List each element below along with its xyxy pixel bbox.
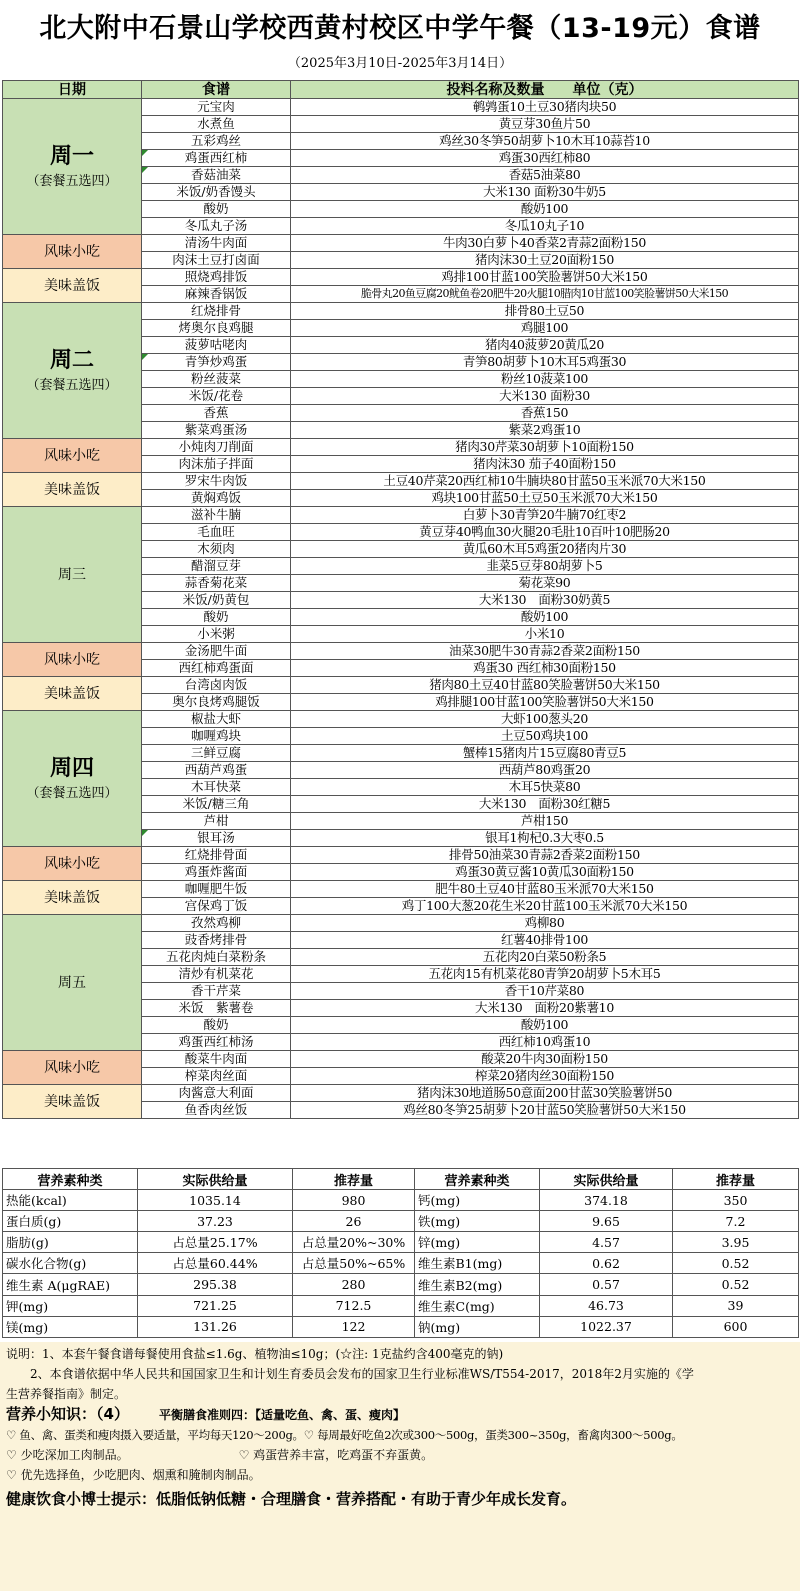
category-label: 风味小吃 <box>44 243 100 260</box>
ingredient-list: 鸡蛋30 西红柿30面粉150 <box>291 660 799 677</box>
ingredient-list: 大虾100葱头20 <box>291 711 799 728</box>
nutrient-name: 镁(mg) <box>3 1316 138 1337</box>
doctor-tip: 健康饮食小博士提示：低脂低钠低糖・合理膳食・营养搭配・有助于青少年成长发育。 <box>6 1490 577 1508</box>
dish-name: 滋补牛腩 <box>142 507 291 524</box>
rice-row <box>3 1085 799 1102</box>
rice-category-cell <box>3 881 142 915</box>
ingredient-list: 鸡丝30冬笋50胡萝卜10木耳10蒜苔10 <box>291 133 799 150</box>
dish-name: 西葫芦鸡蛋 <box>142 762 291 779</box>
ingredient-list: 猪肉80土豆40甘蓝80笑脸薯饼50大米150 <box>291 677 799 694</box>
nutrient-name: 蛋白质(g) <box>3 1211 138 1232</box>
snack-category-cell <box>3 235 142 269</box>
ingredient-list: 鸡蛋30黄豆酱10黄瓜30面粉150 <box>291 864 799 881</box>
nutrition-row <box>3 1316 799 1337</box>
dish-name: 金汤肥牛面 <box>142 643 291 660</box>
ingredient-list: 酸奶100 <box>291 201 799 218</box>
ingredient-list: 猪肉30芹菜30胡萝卜10面粉150 <box>291 439 799 456</box>
day-cell <box>3 711 142 847</box>
dish-name: 酸奶 <box>142 609 291 626</box>
ingredient-list: 肥牛80土豆40甘蓝80玉米派70大米150 <box>291 881 799 898</box>
nutrition-table <box>2 1168 799 1338</box>
ingredient-list: 鸡腿100 <box>291 320 799 337</box>
dish-name: 宫保鸡丁饭 <box>142 898 291 915</box>
actual-value: 0.62 <box>540 1253 673 1274</box>
dish-name: 青笋炒鸡蛋 <box>142 354 291 371</box>
dish-name: 木须肉 <box>142 541 291 558</box>
day-subtitle: （套餐五选四） <box>26 173 118 189</box>
recommended-value: 712.5 <box>293 1295 415 1316</box>
dish-name: 蒜香菊花菜 <box>142 575 291 592</box>
recommended-value: 26 <box>293 1211 415 1232</box>
ingredient-list: 大米130 面粉30 <box>291 388 799 405</box>
day-name: 周一 <box>49 143 94 169</box>
ingredient-list: 鸡块100甘蓝50土豆50玉米派70大米150 <box>291 490 799 507</box>
day-cell <box>3 99 142 235</box>
ingredient-list: 牛肉30白萝卜40香菜2青蒜2面粉150 <box>291 235 799 252</box>
actual-value: 295.38 <box>138 1274 293 1295</box>
actual-value: 占总量60.44% <box>138 1253 293 1274</box>
dish-name: 五彩鸡丝 <box>142 133 291 150</box>
dish-name: 冬瓜丸子汤 <box>142 218 291 235</box>
ingredient-list: 西葫芦80鸡蛋20 <box>291 762 799 779</box>
recommended-value: 39 <box>673 1295 799 1316</box>
ingredient-list: 蟹棒15猪肉片15豆腐80青豆5 <box>291 745 799 762</box>
note-line-2: 2、本食谱依据中华人民共和国国家卫生和计划生育委员会发布的国家卫生行业标准WS/T554-2017，2018年2月实施的《学 <box>6 1367 694 1381</box>
snack-row <box>3 235 799 252</box>
nutrition-row <box>3 1211 799 1232</box>
dish-name: 黄焖鸡饭 <box>142 490 291 507</box>
dish-name: 酸奶 <box>142 1017 291 1034</box>
actual-value: 1022.37 <box>540 1316 673 1337</box>
ingredient-list: 鹌鹑蛋10土豆30猪肉块50 <box>291 99 799 116</box>
dish-name: 水煮鱼 <box>142 116 291 133</box>
recommended-value: 280 <box>293 1274 415 1295</box>
dish-name: 米饭 紫薯卷 <box>142 1000 291 1017</box>
ingredient-list: 五花肉15有机菜花80青笋20胡萝卜5木耳5 <box>291 966 799 983</box>
snack-row <box>3 643 799 660</box>
nutrition-row <box>3 1274 799 1295</box>
day-name: 周五 <box>58 974 86 991</box>
category-label: 风味小吃 <box>44 447 100 464</box>
nutrition-row <box>3 1232 799 1253</box>
ingredient-list: 油菜30肥牛30青蒜2香菜2面粉150 <box>291 643 799 660</box>
actual-value: 1035.14 <box>138 1190 293 1211</box>
dish-name: 烤奥尔良鸡腿 <box>142 320 291 337</box>
nutrient-name: 钠(mg) <box>415 1316 540 1337</box>
menu-body <box>3 99 799 1119</box>
ingredient-list: 榨菜20猪肉丝30面粉150 <box>291 1068 799 1085</box>
dish-name: 香蕉 <box>142 405 291 422</box>
actual-value: 374.18 <box>540 1190 673 1211</box>
snack-category-cell <box>3 439 142 473</box>
actual-value: 721.25 <box>138 1295 293 1316</box>
dish-name: 银耳汤 <box>142 830 291 847</box>
day-name: 周三 <box>58 566 86 583</box>
ingredient-list: 猪肉40菠萝20黄瓜20 <box>291 337 799 354</box>
category-label: 美味盖饭 <box>44 1093 100 1110</box>
ingredient-list: 排骨80土豆50 <box>291 303 799 320</box>
ingredient-list: 鸡排100甘蓝100笑脸薯饼50大米150 <box>291 269 799 286</box>
snack-row <box>3 439 799 456</box>
ingredient-list: 小米10 <box>291 626 799 643</box>
menu-header-row <box>3 81 799 99</box>
menu-table <box>2 80 799 1119</box>
dish-name: 芦柑 <box>142 813 291 830</box>
nutrition-header: 营养素种类 <box>415 1169 540 1190</box>
category-label: 美味盖饭 <box>44 685 100 702</box>
ingredient-list: 香干10芹菜80 <box>291 983 799 1000</box>
dish-name: 五花肉炖白菜粉条 <box>142 949 291 966</box>
nutrition-row <box>3 1253 799 1274</box>
dish-name: 米饭/奶香馒头 <box>142 184 291 201</box>
tip-title: 营养小知识：（4） <box>6 1405 129 1423</box>
ingredient-list: 粉丝10菠菜100 <box>291 371 799 388</box>
rice-category-cell <box>3 473 142 507</box>
ingredient-list: 酸菜20牛肉30面粉150 <box>291 1051 799 1068</box>
ingredient-list: 青笋80胡萝卜10木耳5鸡蛋30 <box>291 354 799 371</box>
tip-line-2 <box>6 1445 794 1465</box>
dish-name: 台湾卤肉饭 <box>142 677 291 694</box>
dish-name: 孜然鸡柳 <box>142 915 291 932</box>
day-cell <box>3 507 142 643</box>
ingredient-list: 冬瓜10丸子10 <box>291 218 799 235</box>
ingredient-list: 香菇5油菜80 <box>291 167 799 184</box>
ingredient-list: 韭菜5豆芽80胡萝卜5 <box>291 558 799 575</box>
ingredient-list: 大米130 面粉30红糖5 <box>291 796 799 813</box>
actual-value: 4.57 <box>540 1232 673 1253</box>
nutrient-name: 钾(mg) <box>3 1295 138 1316</box>
menu-row <box>3 711 799 728</box>
ingredient-list: 黄豆芽40鸭血30火腿20毛肚10百叶10肥肠20 <box>291 524 799 541</box>
header-date: 日期 <box>3 81 142 99</box>
dish-name: 米饭/花卷 <box>142 388 291 405</box>
dish-name: 毛血旺 <box>142 524 291 541</box>
nutrition-header: 推荐量 <box>293 1169 415 1190</box>
dish-name: 香干芹菜 <box>142 983 291 1000</box>
dish-name: 红烧排骨 <box>142 303 291 320</box>
dish-name: 椒盐大虾 <box>142 711 291 728</box>
ingredient-list: 银耳1枸杞0.3大枣0.5 <box>291 830 799 847</box>
nutrient-name: 维生素C(mg) <box>415 1295 540 1316</box>
nutrient-name: 热能(kcal) <box>3 1190 138 1211</box>
nutrition-row <box>3 1190 799 1211</box>
day-name: 周二 <box>49 347 94 373</box>
nutrient-name: 铁(mg) <box>415 1211 540 1232</box>
ingredient-list: 五花肉20白菜50粉条5 <box>291 949 799 966</box>
dish-name: 西红柿鸡蛋面 <box>142 660 291 677</box>
dish-name: 菠萝咕咾肉 <box>142 337 291 354</box>
ingredient-list: 香蕉150 <box>291 405 799 422</box>
dish-name: 米饭/奶黄包 <box>142 592 291 609</box>
actual-value: 0.57 <box>540 1274 673 1295</box>
ingredient-list: 西红柿10鸡蛋10 <box>291 1034 799 1051</box>
recommended-value: 350 <box>673 1190 799 1211</box>
nutrition-header: 推荐量 <box>673 1169 799 1190</box>
dish-name: 醋溜豆芽 <box>142 558 291 575</box>
nutrition-body <box>3 1190 799 1338</box>
dish-name: 鸡蛋西红柿 <box>142 150 291 167</box>
ingredient-list: 排骨50油菜30青蒜2香菜2面粉150 <box>291 847 799 864</box>
ingredient-list: 黄瓜60木耳5鸡蛋20猪肉片30 <box>291 541 799 558</box>
dish-name: 紫菜鸡蛋汤 <box>142 422 291 439</box>
ingredient-list: 木耳5快菜80 <box>291 779 799 796</box>
ingredient-list: 芦柑150 <box>291 813 799 830</box>
recommended-value: 122 <box>293 1316 415 1337</box>
dish-name: 肉酱意大利面 <box>142 1085 291 1102</box>
dish-name: 元宝肉 <box>142 99 291 116</box>
dish-name: 木耳快菜 <box>142 779 291 796</box>
ingredient-list: 红薯40排骨100 <box>291 932 799 949</box>
rice-row <box>3 473 799 490</box>
category-label: 美味盖饭 <box>44 481 100 498</box>
dish-name: 粉丝菠菜 <box>142 371 291 388</box>
rice-category-cell <box>3 269 142 303</box>
nutrient-name: 维生素 A(μgRAE) <box>3 1274 138 1295</box>
dish-name: 咖喱鸡块 <box>142 728 291 745</box>
ingredient-list: 鸡丝80冬笋25胡萝卜20甘蓝50笑脸薯饼50大米150 <box>291 1102 799 1119</box>
day-subtitle: （套餐五选四） <box>26 785 118 801</box>
recommended-value: 0.52 <box>673 1253 799 1274</box>
dish-name: 香菇油菜 <box>142 167 291 184</box>
recommended-value: 7.2 <box>673 1211 799 1232</box>
ingredient-list: 白萝卜30青笋20牛腩70红枣2 <box>291 507 799 524</box>
actual-value: 9.65 <box>540 1211 673 1232</box>
dish-name: 榨菜肉丝面 <box>142 1068 291 1085</box>
rice-row <box>3 269 799 286</box>
dish-name: 鸡蛋西红柿汤 <box>142 1034 291 1051</box>
ingredient-list: 酸奶100 <box>291 609 799 626</box>
tip-line-1: ♡ 鱼、禽、蛋类和瘦肉摄入要适量，平均每天120～200g。♡ 每周最好吃鱼2次或300～500g，蛋类300~350g，畜禽肉300～500g。 <box>6 1428 683 1442</box>
snack-row <box>3 847 799 864</box>
ingredient-list: 鸡丁100大葱20花生米20甘蓝100玉米派70大米150 <box>291 898 799 915</box>
actual-value: 占总量25.17% <box>138 1232 293 1253</box>
nutrition-header: 营养素种类 <box>3 1169 138 1190</box>
category-label: 美味盖饭 <box>44 889 100 906</box>
menu-row <box>3 915 799 932</box>
snack-row <box>3 1051 799 1068</box>
nutrition-row <box>3 1295 799 1316</box>
dish-name: 咖喱肥牛饭 <box>142 881 291 898</box>
tip-subtitle: 平衡膳食准则四：【适量吃鱼、禽、蛋、瘦肉】 <box>158 1408 405 1422</box>
ingredient-list: 大米130 面粉30奶黄5 <box>291 592 799 609</box>
nutrition-header: 实际供给量 <box>540 1169 673 1190</box>
dish-name: 米饭/糖三角 <box>142 796 291 813</box>
day-cell <box>3 303 142 439</box>
actual-value: 46.73 <box>540 1295 673 1316</box>
nutrition-header: 实际供给量 <box>138 1169 293 1190</box>
page-title: 北大附中石景山学校西黄村校区中学午餐（13-19元）食谱 <box>39 13 761 44</box>
ingredient-list: 紫菜2鸡蛋10 <box>291 422 799 439</box>
dish-name: 麻辣香锅饭 <box>142 286 291 303</box>
dish-name: 小炖肉刀削面 <box>142 439 291 456</box>
category-label: 风味小吃 <box>44 855 100 872</box>
category-label: 美味盖饭 <box>44 277 100 294</box>
dish-name: 清汤牛肉面 <box>142 235 291 252</box>
actual-value: 131.26 <box>138 1316 293 1337</box>
date-range: （2025年3月10日-2025年3月14日） <box>287 56 513 71</box>
header-recipe: 食谱 <box>142 81 291 99</box>
dish-name: 照烧鸡排饭 <box>142 269 291 286</box>
ingredient-list: 酸奶100 <box>291 1017 799 1034</box>
menu-row <box>3 303 799 320</box>
tip-header <box>6 1404 794 1425</box>
nutrient-name: 钙(mg) <box>415 1190 540 1211</box>
ingredient-list: 猪肉沫30地道肠50意面200甘蓝30笑脸薯饼50 <box>291 1085 799 1102</box>
category-label: 风味小吃 <box>44 1059 100 1076</box>
note-line-3: 生营养餐指南》制定。 <box>6 1387 127 1401</box>
snack-category-cell <box>3 643 142 677</box>
nutrient-name: 维生素B1(mg) <box>415 1253 540 1274</box>
dish-name: 酸菜牛肉面 <box>142 1051 291 1068</box>
actual-value: 37.23 <box>138 1211 293 1232</box>
day-cell <box>3 915 142 1051</box>
recommended-value: 占总量50%~65% <box>293 1253 415 1274</box>
ingredient-list: 土豆50鸡块100 <box>291 728 799 745</box>
dish-name: 罗宋牛肉饭 <box>142 473 291 490</box>
nutrient-name: 维生素B2(mg) <box>415 1274 540 1295</box>
day-name: 周四 <box>49 755 94 781</box>
ingredient-list: 土豆40芹菜20西红柿10牛腩块80甘蓝50玉米派70大米150 <box>291 473 799 490</box>
tip-line-2a: ♡ 少吃深加工肉制品。 <box>6 1448 129 1462</box>
note-line-1: 说明：1、本套午餐食谱每餐使用食盐≤1.6g、植物油≤10g；(☆注: 1克盐约含400毫克的钠) <box>6 1347 504 1361</box>
recommended-value: 占总量20%~30% <box>293 1232 415 1253</box>
notes-section <box>0 1342 800 1591</box>
dish-name: 鱼香肉丝饭 <box>142 1102 291 1119</box>
dish-name: 鸡蛋炸酱面 <box>142 864 291 881</box>
ingredient-list: 菊花菜90 <box>291 575 799 592</box>
menu-row <box>3 507 799 524</box>
dish-name: 小米粥 <box>142 626 291 643</box>
recommended-value: 980 <box>293 1190 415 1211</box>
menu-row <box>3 99 799 116</box>
rice-category-cell <box>3 1085 142 1119</box>
day-subtitle: （套餐五选四） <box>26 377 118 393</box>
ingredient-list: 猪肉沫30 茄子40面粉150 <box>291 456 799 473</box>
dish-name: 豉香烤排骨 <box>142 932 291 949</box>
ingredient-list: 鸡排腿100甘蓝100笑脸薯饼50大米150 <box>291 694 799 711</box>
header-ingredients: 投料名称及数量 单位（克） <box>291 81 799 99</box>
tip-line-3: ♡ 优先选择鱼，少吃肥肉、烟熏和腌制肉制品。 <box>6 1468 261 1482</box>
nutrient-name: 碳水化合物(g) <box>3 1253 138 1274</box>
snack-category-cell <box>3 1051 142 1085</box>
rice-category-cell <box>3 677 142 711</box>
ingredient-list: 大米130 面粉30牛奶5 <box>291 184 799 201</box>
nutrient-name: 脂肪(g) <box>3 1232 138 1253</box>
dish-name: 酸奶 <box>142 201 291 218</box>
recommended-value: 0.52 <box>673 1274 799 1295</box>
dish-name: 三鲜豆腐 <box>142 745 291 762</box>
dish-name: 奥尔良烤鸡腿饭 <box>142 694 291 711</box>
nutrient-name: 锌(mg) <box>415 1232 540 1253</box>
recommended-value: 600 <box>673 1316 799 1337</box>
ingredient-list: 脆骨丸20鱼豆腐20鱿鱼卷20肥牛20火腿10腊肉10甘蓝100笑脸薯饼50大米150 <box>291 286 799 303</box>
dish-name: 肉沫土豆打卤面 <box>142 252 291 269</box>
tip-line-2b: ♡ 鸡蛋营养丰富，吃鸡蛋不弃蛋黄。 <box>238 1448 434 1462</box>
ingredient-list: 鸡柳80 <box>291 915 799 932</box>
ingredient-list: 大米130 面粉20紫薯10 <box>291 1000 799 1017</box>
category-label: 风味小吃 <box>44 651 100 668</box>
dish-name: 红烧排骨面 <box>142 847 291 864</box>
ingredient-list: 黄豆芽30鱼片50 <box>291 116 799 133</box>
recommended-value: 3.95 <box>673 1232 799 1253</box>
rice-row <box>3 677 799 694</box>
snack-category-cell <box>3 847 142 881</box>
ingredient-list: 猪肉沫30土豆20面粉150 <box>291 252 799 269</box>
nutrition-header-row <box>3 1169 799 1190</box>
dish-name: 肉沫茄子拌面 <box>142 456 291 473</box>
rice-row <box>3 881 799 898</box>
dish-name: 清炒有机菜花 <box>142 966 291 983</box>
ingredient-list: 鸡蛋30西红柿80 <box>291 150 799 167</box>
